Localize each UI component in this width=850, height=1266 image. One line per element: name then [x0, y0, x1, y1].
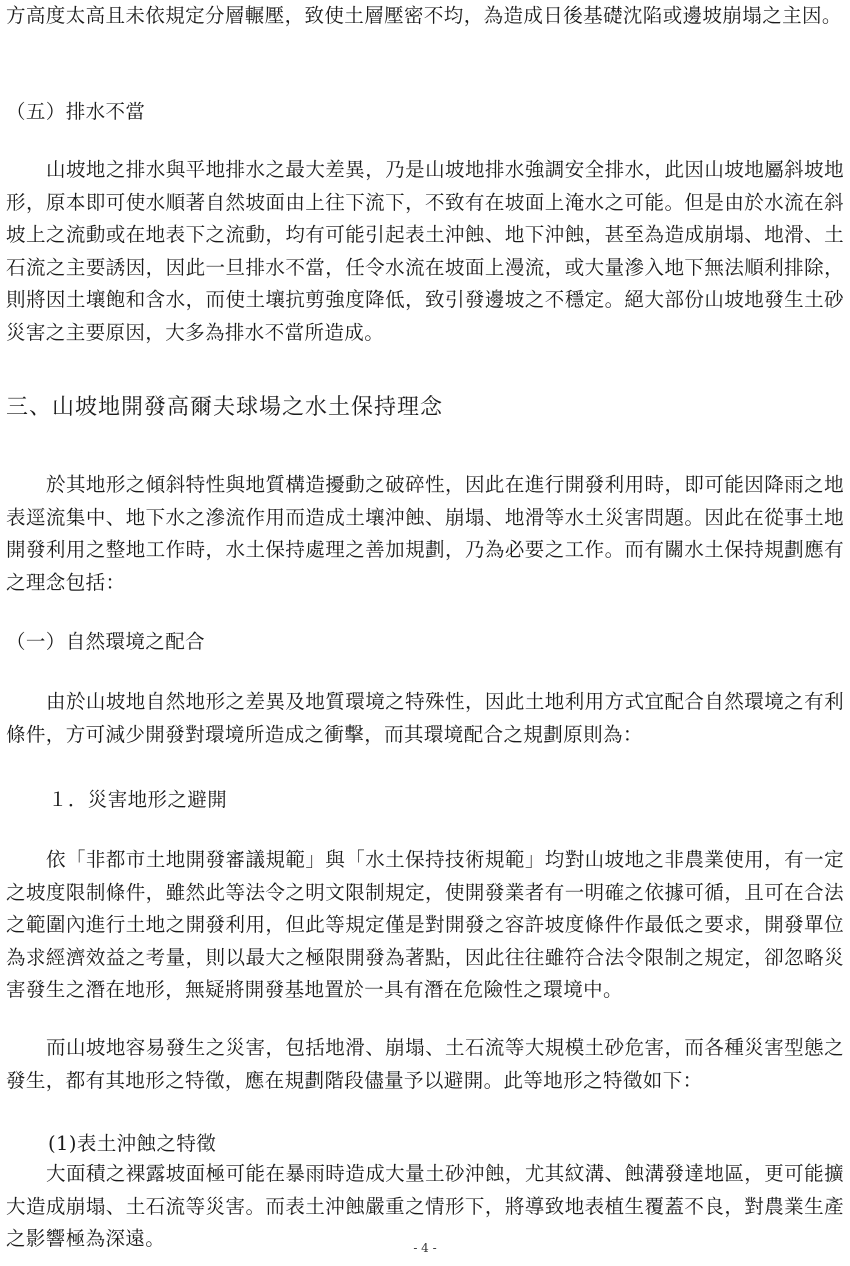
paragraph-natural-environment: 由於山坡地自然地形之差異及地質環境之特殊性，因此土地利用方式宜配合自然環境之有利條件，方可減少開發對環境所造成之衝擊，而其環境配合之規劃原則為：: [6, 690, 844, 746]
page-number: - 4 -: [413, 1241, 437, 1255]
paragraph-foundation-settlement: 方高度太高且未依規定分層輾壓，致使土層壓密不均，為造成日後基礎沈陷或邊坡崩塌之主因。: [6, 4, 842, 27]
paragraph-surface-erosion: 大面積之裸露坡面極可能在暴雨時造成大量土砂沖蝕，尤其紋溝、蝕溝發達地區，更可能擴大造成崩塌、土石流等災害。而表土沖蝕嚴重之情形下，將導致地表植生覆蓋不良，對農業生產之影響極為深遠。: [6, 1162, 844, 1250]
heading-natural-environment: （一）自然環境之配合: [6, 630, 206, 653]
heading-surface-erosion-features: (1)表土沖蝕之特徵: [48, 1132, 217, 1155]
heading-hazard-terrain-avoidance: １．災害地形之避開: [48, 788, 228, 811]
paragraph-soil-conservation-concepts: 於其地形之傾斜特性與地質構造擾動之破碎性，因此在進行開發利用時，即可能因降雨之地表逕流集中、地下水之滲流作用而造成土壤沖蝕、崩塌、地滑等水土災害問題。因此在從事土地開發利用之整地工作時，水土保持處理之善加規劃，乃為必要之工作。而有關水土保持規劃應有之理念包括：: [6, 473, 844, 594]
paragraph-hazard-terrain-regulations: 依「非都市土地開發審議規範」與「水土保持技術規範」均對山坡地之非農業使用，有一定之坡度限制條件，雖然此等法令之明文限制規定，使開發業者有一明確之依據可循，且可在合法之範圍內進行土地之開發利用，但此等規定僅是對開發之容許坡度條件作最低之要求，開發單位為求經濟效益之考量，則以最大之極限開發為著點，因此往往雖符合法令限制之規定，卻忽略災害發生之潛在地形，無疑將開發基地置於一具有潛在危險性之環境中。: [6, 848, 844, 1001]
heading-improper-drainage: （五）排水不當: [6, 100, 146, 123]
section-heading-golf-course-soil-conservation: 三、山坡地開發高爾夫球場之水土保持理念: [6, 395, 444, 420]
paragraph-drainage: 山坡地之排水與平地排水之最大差異，乃是山坡地排水強調安全排水，此因山坡地屬斜坡地形，原本即可使水順著自然坡面由上往下流下，不致有在坡面上淹水之可能。但是由於水流在斜坡上之流動或在地表下之流動，均有可能引起表土沖蝕、地下沖蝕，甚至為造成崩塌、地滑、土石流之主要誘因，因此一旦排水不當，任令水流在坡面上漫流，或大量滲入地下無法順利排除，則將因土壤飽和含水，而使土壤抗剪強度降低，致引發邊坡之不穩定。絕大部份山坡地發生土砂災害之主要原因，大多為排水不當所造成。: [6, 158, 844, 344]
paragraph-landslide-hazards: 而山坡地容易發生之災害，包括地滑、崩塌、土石流等大規模土砂危害，而各種災害型態之發生，都有其地形之特徵，應在規劃階段儘量予以避開。此等地形之特徵如下：: [6, 1036, 844, 1092]
